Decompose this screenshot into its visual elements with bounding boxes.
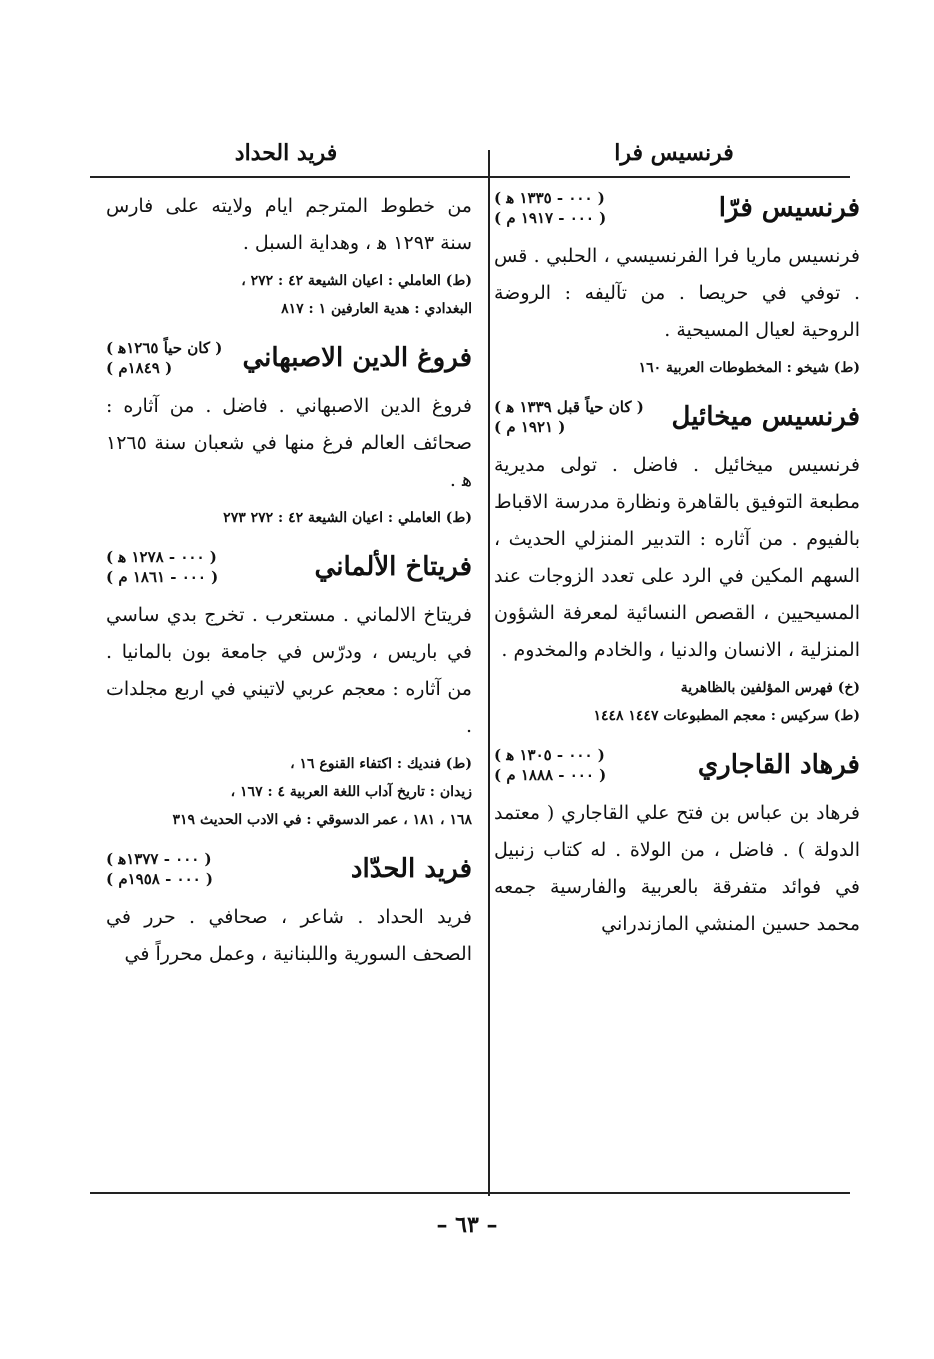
entry-name: فريتاخ الألماني — [314, 552, 472, 582]
entry-farhad-qajari — [494, 745, 860, 943]
left-column — [106, 188, 472, 989]
date-hijri: ( كان حياً ١٢٦٥ﻫ ) — [106, 339, 223, 357]
date-gregorian: ( ٠٠٠ - ١٩١٧ م ) — [494, 209, 607, 227]
right-column — [494, 188, 860, 959]
entry-source: زيدان : تاريخ آداب اللغة العربية ٤ : ١٦٧ ، — [230, 784, 472, 800]
entry-freytag — [106, 547, 472, 833]
entry-body: فريد الحداد . شاعر ، صحافي . حرر في الصحف السورية واللبنانية ، وعمل محرراً في — [106, 906, 472, 965]
entry-dates — [106, 338, 222, 378]
entry-francis-farra — [494, 188, 860, 381]
date-hijri: ( كان حياً قبل ١٣٣٩ ﻫ ) — [494, 398, 644, 416]
entry-dates — [494, 397, 644, 437]
entry-source: (ط) العاملي : اعيان الشيعة ٤٢ : ٢٧٢ ، — [241, 273, 472, 289]
date-hijri: ( ٠٠٠ - ١٣٣٥ ﻫ ) — [494, 189, 605, 207]
entry-name: فرهاد القاجاري — [697, 750, 860, 780]
page-number: – ٦٣ – — [436, 1212, 498, 1238]
entry-body: فرنسيس ميخائيل . فاضل . تولى مديرية مطبعة التوفيق بالقاهرة ونظارة مدرسة الاقباط بالفيوم . من آثاره : التدبير المنزلي الحديث ، السهم المكين في الرد على تعدد الزوجات عند المسيحيين ، القصص النسائية لمعرفة الشؤون المنزلية ، الانسان والدنيا ، والخادم والمخدوم . — [494, 454, 860, 661]
entry-source: (ط) سركيس : معجم المطبوعات ١٤٤٧ ١٤٤٨ — [593, 708, 860, 724]
entry-source: البغدادي : هدية العارفين ١ : ٨١٧ — [281, 301, 472, 317]
entry-source: (ط) العاملي : اعيان الشيعة ٤٢ : ٢٧٢ ٢٧٣ — [223, 510, 472, 526]
entry-name: فرنسيس فرّا — [718, 193, 860, 223]
entry-source: (ط) فنديك : اكتفاء القنوع ١٦ ، — [290, 756, 472, 772]
date-gregorian: ( ١٩٢١ م ) — [494, 418, 566, 436]
entry-body: فرهاد بن عباس بن فتح علي القاجاري ( معتمد الدولة ) . فاضل ، من الولاة . له كتاب زنبيل في فوائد متفرقة بالعربية والفارسية جمعه محمد حسين المنشي المازندراني — [494, 802, 860, 935]
entry-heading — [106, 547, 472, 587]
entry-body: فروغ الدين الاصبهاني . فاضل . من آثاره : صحائف العالم فرغ منها في شعبان سنة ١٢٦٥ ﻫ . — [106, 395, 472, 491]
entry-forough-aldin — [106, 338, 472, 531]
entry-source: ١٦٨ ، ١٨١ ، عمر الدسوقي : في الادب الحديث ٣١٩ — [172, 812, 472, 828]
date-gregorian: ( ٠٠٠ - ١٨٦١ م ) — [106, 568, 219, 586]
entry-farid-haddad — [106, 849, 472, 973]
entry-name: فرنسيس ميخائيل — [671, 402, 860, 432]
entry-body: فريتاخ الالماني . مستعرب . تخرج بدي ساسي في باريس ، ودرّس في جامعة بون بالمانيا . من آثاره : معجم عربي لاتيني في اربع مجلدات . — [106, 604, 472, 737]
entry-dates — [494, 188, 606, 228]
entry-heading — [494, 188, 860, 228]
header-rule — [90, 176, 850, 178]
footer-rule — [90, 1192, 850, 1194]
entry-body: فرنسيس ماريا فرا الفرنسيسي ، الحلبي . قس . توفي في حريصا . من تآليفه : الروضة الروحية لعيال المسيحية . — [494, 245, 860, 341]
entry-continuation — [106, 188, 472, 322]
entry-name: فروغ الدين الاصبهاني — [242, 343, 472, 373]
entry-heading — [494, 397, 860, 437]
entry-heading — [494, 745, 860, 785]
date-hijri: ( ٠٠٠ - ١٣٧٧ﻫ ) — [106, 850, 212, 868]
entry-body: من خطوط المترجم ايام ولايته على فارس سنة ١٢٩٣ ﻫ ، وهداية السبل . — [106, 195, 472, 254]
right-running-head: فرنسيس فرا — [614, 140, 734, 166]
entry-dates — [106, 547, 218, 587]
left-running-head: فريد الحداد — [234, 140, 338, 166]
date-gregorian: ( ٠٠٠ - ١٨٨٨ م ) — [494, 766, 607, 784]
entry-heading — [106, 849, 472, 889]
column-divider — [488, 150, 490, 1196]
date-gregorian: ( ٠٠٠ - ١٩٥٨م ) — [106, 870, 214, 888]
entry-source: (ط) شيخو : المخطوطات العربية ١٦٠ — [638, 360, 860, 376]
entry-source: (خ) فهرس المؤلفين بالظاهرية — [680, 680, 860, 696]
date-hijri: ( ٠٠٠ - ١٢٧٨ ﻫ ) — [106, 548, 217, 566]
date-gregorian: ( ١٨٤٩م ) — [106, 359, 173, 377]
entry-dates — [106, 849, 213, 889]
entry-francis-mikhail — [494, 397, 860, 729]
entry-dates — [494, 745, 606, 785]
entry-name: فريد الحدّاد — [350, 854, 472, 884]
date-hijri: ( ٠٠٠ - ١٣٠٥ ﻫ ) — [494, 746, 605, 764]
entry-heading — [106, 338, 472, 378]
